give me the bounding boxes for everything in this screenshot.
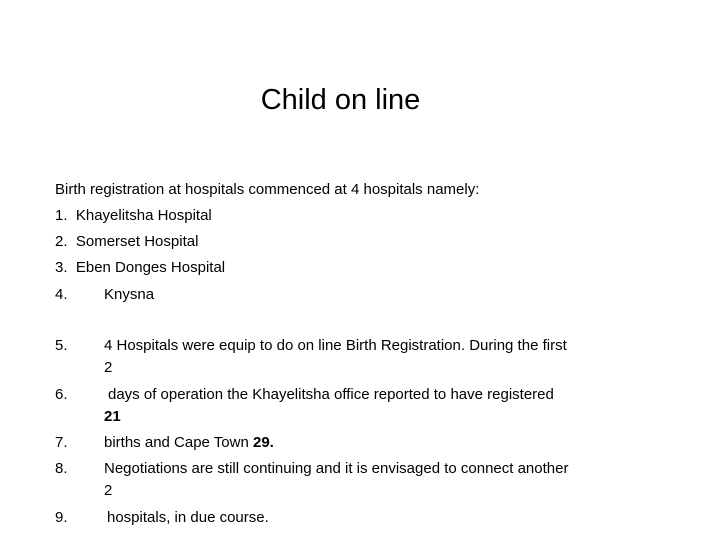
list-text-8-line2: 2: [104, 482, 113, 499]
list-number-5: 5.: [55, 337, 68, 354]
list-number: 1.: [55, 207, 68, 224]
list-text: Somerset Hospital: [75, 233, 199, 250]
slide-title: [0, 82, 720, 118]
list-number: 3.: [55, 259, 68, 276]
list-text-5-line1: 4 Hospitals were equip to do on line Birth Registration. During the first: [104, 337, 567, 354]
list-number: 2.: [55, 233, 68, 250]
list-number-4: 4.: [55, 286, 68, 303]
list-text: Khayelitsha Hospital: [75, 207, 212, 224]
list-item-2: [55, 232, 198, 252]
list-number-6: 6.: [55, 386, 68, 403]
list-text-6-line2: 21: [104, 408, 121, 425]
list-text-4: Knysna: [104, 286, 155, 303]
list-text-7: [104, 433, 704, 453]
list-item-3: [55, 258, 225, 278]
list-text-7-a: births and Cape Town: [104, 434, 253, 451]
list-text-8-line1: Negotiations are still continuing and it is envisaged to connect another: [104, 460, 569, 477]
intro-text: Birth registration at hospitals commenced at 4 hospitals namely:: [55, 181, 480, 198]
list-text-7-b: 29.: [252, 434, 274, 451]
list-item-1: [55, 206, 212, 226]
list-number-7: 7.: [55, 434, 68, 451]
list-text-5-line2: 2: [104, 359, 113, 376]
list-text: Eben Donges Hospital: [75, 259, 226, 276]
list-number-9: 9.: [55, 509, 68, 526]
slide-title-text: Child on line: [260, 84, 421, 116]
list-text-9: hospitals, in due course.: [107, 509, 269, 526]
list-text-6-line1: days of operation the Khayelitsha office reported to have registered: [108, 386, 554, 403]
list-number-8: 8.: [55, 460, 68, 477]
